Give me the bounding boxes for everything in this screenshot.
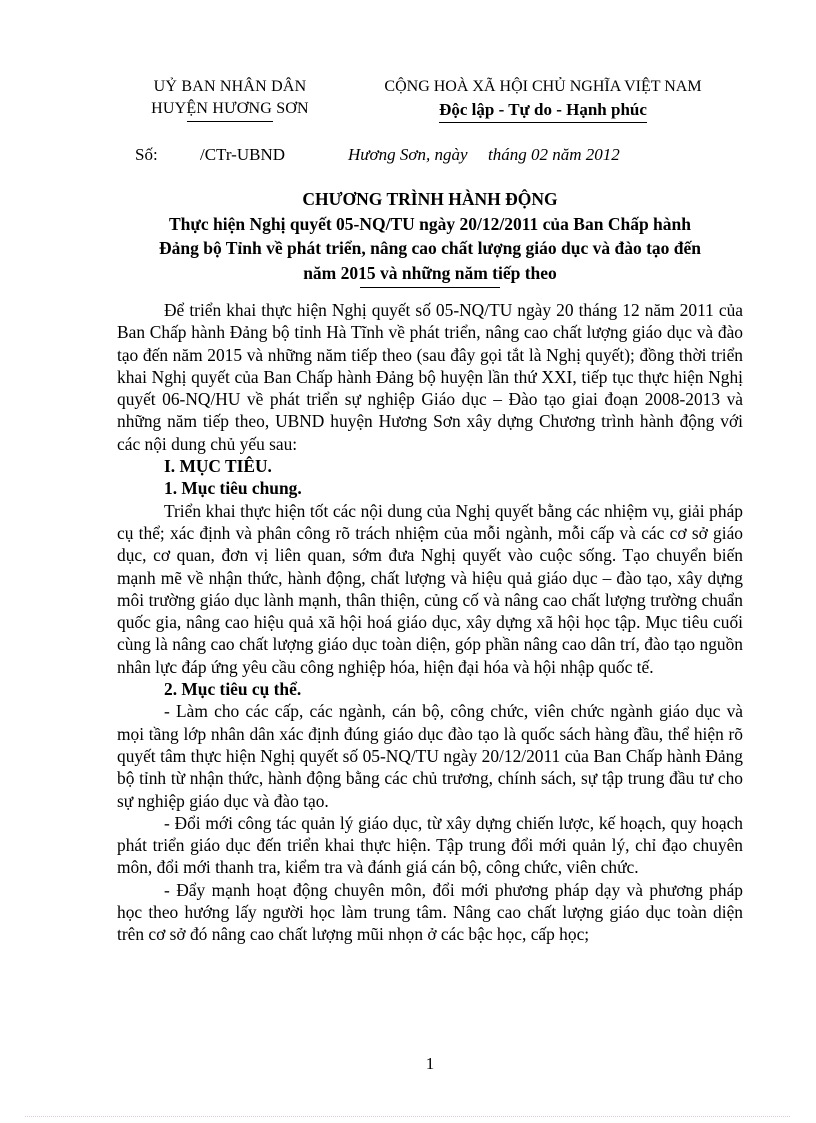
doc-number-label: Số: (135, 145, 158, 164)
issuing-org-underline (187, 121, 273, 122)
national-title: CỘNG HOÀ XÃ HỘI CHỦ NGHĨA VIỆT NAM (384, 78, 702, 95)
page-number: 1 (425, 1054, 435, 1073)
subsection-heading-muc-tieu-cu-the: 2. Mục tiêu cụ thể. (164, 679, 302, 700)
doc-number-date-line (117, 145, 743, 167)
document-header (117, 76, 743, 123)
specific-objective-paragraph-3: - Đẩy mạnh hoạt động chuyên môn, đổi mới phương pháp dạy và phương pháp học theo hướng lấy người học làm trung tâm. Nâng cao chất lượng giáo dục toàn diện trên cơ sở đó nâng cao chất lượng mũi nhọn ở các bậc học, cấp học; (117, 879, 743, 945)
title-underline (360, 287, 500, 288)
national-motto: Độc lập - Tự do - Hạnh phúc (439, 99, 647, 123)
document-content (117, 76, 743, 946)
place-date-part1: Hương Sơn, ngày (348, 145, 468, 164)
issuing-org-line1: UỶ BAN NHÂN DÂN (153, 78, 307, 95)
document-body (117, 299, 743, 946)
doc-number-value: /CTr-UBND (200, 145, 285, 164)
issuing-org-line2: HUYỆN HƯƠNG SƠN (151, 100, 309, 117)
document-subtitle-line3: năm 2015 và những năm tiếp theo (303, 262, 557, 283)
national-header-block (343, 76, 743, 123)
document-subtitle-line1: Thực hiện Nghị quyết 05-NQ/TU ngày 20/12/2011 của Ban Chấp hành (168, 213, 691, 234)
page-bottom-divider (25, 1116, 790, 1117)
subsection-heading-muc-tieu-chung: 1. Mục tiêu chung. (164, 478, 302, 499)
place-date-part2: tháng 02 năm 2012 (488, 145, 620, 164)
specific-objective-paragraph-1: - Làm cho các cấp, các ngành, cán bộ, công chức, viên chức ngành giáo dục và mọi tầng lớp nhân dân xác định đúng giáo dục đào tạo là quốc sách hàng đầu, thể hiện rõ quyết tâm thực hiện Nghị quyết số 05-NQ/TU ngày 20/12/2011 của Ban Chấp hành Đảng bộ tỉnh từ nhận thức, hành động bằng các chủ trương, chính sách, sự tập trung đầu tư cho sự nghiệp giáo dục và đào tạo. (117, 701, 743, 811)
issuing-org-block (117, 76, 343, 123)
intro-paragraph: Để triển khai thực hiện Nghị quyết số 05-NQ/TU ngày 20 tháng 12 năm 2011 của Ban Chấp hành Đảng bộ tỉnh Hà Tĩnh về phát triển, nâng cao chất lượng giáo dục và đào tạo đến năm 2015 và những năm tiếp theo (sau đây gọi tắt là Nghị quyết); đồng thời triển khai Nghị quyết của Ban Chấp hành Đảng bộ huyện lần thứ XXI, tiếp tục thực hiện Nghị quyết 06-NQ/HU về phát triển sự nghiệp Giáo dục – Đào tạo giai đoạn 2008-2013 và những năm tiếp theo, UBND huyện Hương Sơn xây dựng Chương trình hành động với các nội dung chủ yếu sau: (117, 300, 743, 454)
document-subtitle-line2: Đảng bộ Tỉnh về phát triển, nâng cao chất lượng giáo dục và đào tạo đến (158, 238, 702, 258)
specific-objective-paragraph-2: - Đổi mới công tác quản lý giáo dục, từ xây dựng chiến lược, kế hoạch, quy hoạch phát triển giáo dục đến triển khai thực hiện. Tập trung đổi mới quản lý, chỉ đạo chuyên môn, đổi mới thanh tra, kiểm tra và đánh giá cán bộ, công chức, viên chức. (117, 812, 743, 878)
general-objective-paragraph: Triển khai thực hiện tốt các nội dung của Nghị quyết bằng các nhiệm vụ, giải pháp cụ thể; xác định và phân công rõ trách nhiệm của mỗi ngành, mỗi cấp và các cơ sở giáo dục, cơ quan, đơn vị liên quan, sớm đưa Nghị quyết vào cuộc sống. Tạo chuyển biến mạnh mẽ về nhận thức, hành động, chất lượng và hiệu quả giáo dục – đào tạo, xây dựng môi trường giáo dục lành mạnh, thân thiện, củng cố và nâng cao chất lượng trường chuẩn quốc gia, nâng cao hiệu quả xã hội hoá giáo dục, xây dựng xã hội học tập. Mục tiêu cuối cùng là nâng cao chất lượng giáo dục toàn diện, góp phần nâng cao dân trí, đào tạo nguồn nhân lực đáp ứng yêu cầu công nghiệp hóa, hiện đại hóa và hội nhập quốc tế. (117, 500, 743, 677)
document-title: CHƯƠNG TRÌNH HÀNH ĐỘNG (302, 189, 558, 209)
document-title-block (117, 187, 743, 288)
section-heading-muc-tieu: I. MỤC TIÊU. (164, 456, 272, 477)
